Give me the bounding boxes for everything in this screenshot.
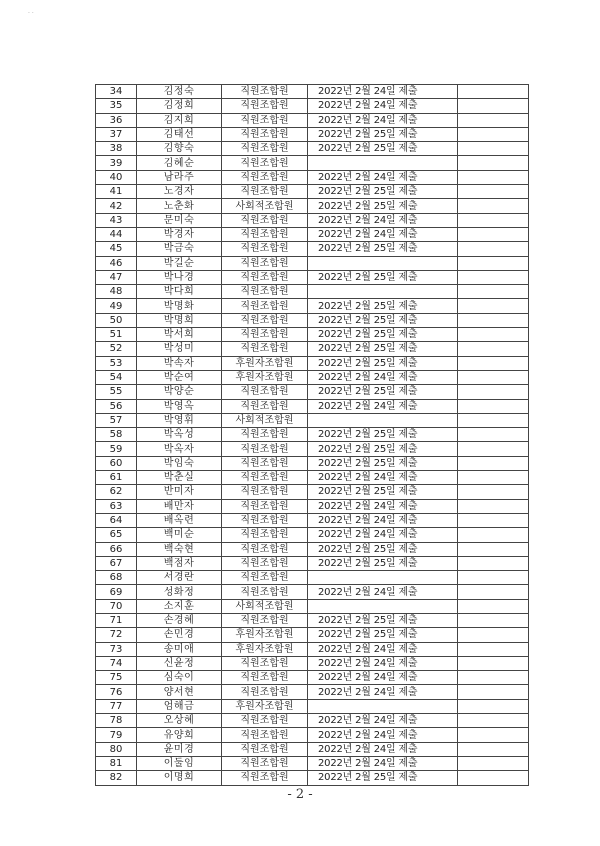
submission-status: 2022년 2월 24일 제출 bbox=[308, 471, 458, 485]
member-type: 직원조합원 bbox=[222, 585, 308, 599]
member-type: 후원자조합원 bbox=[222, 356, 308, 370]
blank-cell bbox=[458, 613, 529, 627]
row-number: 78 bbox=[96, 714, 137, 728]
submission-status: 2022년 2월 24일 제출 bbox=[308, 671, 458, 685]
submission-status: 2022년 2월 25일 제출 bbox=[308, 242, 458, 256]
row-number: 73 bbox=[96, 642, 137, 656]
submission-status bbox=[308, 571, 458, 585]
row-number: 58 bbox=[96, 428, 137, 442]
row-number: 45 bbox=[96, 242, 137, 256]
member-name: 박명희 bbox=[137, 313, 222, 327]
submission-status bbox=[308, 156, 458, 170]
row-number: 62 bbox=[96, 485, 137, 499]
row-number: 75 bbox=[96, 671, 137, 685]
table-row bbox=[96, 742, 529, 756]
blank-cell bbox=[458, 756, 529, 770]
blank-cell bbox=[458, 399, 529, 413]
member-name: 성화정 bbox=[137, 585, 222, 599]
row-number: 74 bbox=[96, 656, 137, 670]
submission-status: 2022년 2월 25일 제출 bbox=[308, 385, 458, 399]
blank-cell bbox=[458, 571, 529, 585]
row-number: 57 bbox=[96, 413, 137, 427]
member-type: 직원조합원 bbox=[222, 513, 308, 527]
row-number: 63 bbox=[96, 499, 137, 513]
member-type: 직원조합원 bbox=[222, 127, 308, 141]
table-row bbox=[96, 599, 529, 613]
blank-cell bbox=[458, 127, 529, 141]
blank-cell bbox=[458, 285, 529, 299]
table-row bbox=[96, 399, 529, 413]
submission-status: 2022년 2월 25일 제출 bbox=[308, 127, 458, 141]
table-row bbox=[96, 628, 529, 642]
member-name: 남라주 bbox=[137, 170, 222, 184]
blank-cell bbox=[458, 728, 529, 742]
member-type: 직원조합원 bbox=[222, 113, 308, 127]
member-type: 후원자조합원 bbox=[222, 370, 308, 384]
row-number: 61 bbox=[96, 471, 137, 485]
member-name: 박명화 bbox=[137, 299, 222, 313]
member-type: 직원조합원 bbox=[222, 485, 308, 499]
blank-cell bbox=[458, 170, 529, 184]
blank-cell bbox=[458, 642, 529, 656]
submission-status: 2022년 2월 24일 제출 bbox=[308, 685, 458, 699]
member-name: 김정희 bbox=[137, 99, 222, 113]
submission-status: 2022년 2월 24일 제출 bbox=[308, 370, 458, 384]
member-type: 직원조합원 bbox=[222, 227, 308, 241]
row-number: 47 bbox=[96, 270, 137, 284]
submission-status: 2022년 2월 25일 제출 bbox=[308, 185, 458, 199]
submission-status: 2022년 2월 25일 제출 bbox=[308, 456, 458, 470]
blank-cell bbox=[458, 714, 529, 728]
member-name: 노춘화 bbox=[137, 199, 222, 213]
row-number: 79 bbox=[96, 728, 137, 742]
table-row bbox=[96, 485, 529, 499]
row-number: 43 bbox=[96, 213, 137, 227]
member-type: 직원조합원 bbox=[222, 556, 308, 570]
table-row bbox=[96, 771, 529, 785]
submission-status: 2022년 2월 24일 제출 bbox=[308, 728, 458, 742]
submission-status: 2022년 2월 24일 제출 bbox=[308, 756, 458, 770]
member-roster-body bbox=[96, 85, 529, 786]
table-row bbox=[96, 342, 529, 356]
table-row bbox=[96, 313, 529, 327]
row-number: 46 bbox=[96, 256, 137, 270]
blank-cell bbox=[458, 485, 529, 499]
row-number: 48 bbox=[96, 285, 137, 299]
blank-cell bbox=[458, 356, 529, 370]
table-row bbox=[96, 185, 529, 199]
submission-status: 2022년 2월 25일 제출 bbox=[308, 613, 458, 627]
submission-status bbox=[308, 285, 458, 299]
member-name: 박금숙 bbox=[137, 242, 222, 256]
member-name: 박임숙 bbox=[137, 456, 222, 470]
submission-status: 2022년 2월 25일 제출 bbox=[308, 270, 458, 284]
submission-status: 2022년 2월 24일 제출 bbox=[308, 213, 458, 227]
member-name: 심숙이 bbox=[137, 671, 222, 685]
member-name: 박나경 bbox=[137, 270, 222, 284]
blank-cell bbox=[458, 628, 529, 642]
table-row bbox=[96, 99, 529, 113]
blank-cell bbox=[458, 513, 529, 527]
table-row bbox=[96, 227, 529, 241]
blank-cell bbox=[458, 771, 529, 785]
member-name: 노경자 bbox=[137, 185, 222, 199]
submission-status: 2022년 2월 25일 제출 bbox=[308, 356, 458, 370]
member-name: 반미자 bbox=[137, 485, 222, 499]
member-type: 직원조합원 bbox=[222, 285, 308, 299]
member-name: 박옥자 bbox=[137, 442, 222, 456]
member-name: 김혜순 bbox=[137, 156, 222, 170]
member-name: 양서현 bbox=[137, 685, 222, 699]
submission-status bbox=[308, 699, 458, 713]
table-row bbox=[96, 756, 529, 770]
blank-cell bbox=[458, 385, 529, 399]
blank-cell bbox=[458, 528, 529, 542]
row-number: 37 bbox=[96, 127, 137, 141]
table-row bbox=[96, 471, 529, 485]
row-number: 38 bbox=[96, 142, 137, 156]
blank-cell bbox=[458, 442, 529, 456]
blank-cell bbox=[458, 113, 529, 127]
row-number: 56 bbox=[96, 399, 137, 413]
member-name: 박양순 bbox=[137, 385, 222, 399]
member-name: 오상혜 bbox=[137, 714, 222, 728]
member-name: 김태선 bbox=[137, 127, 222, 141]
member-type: 후원자조합원 bbox=[222, 628, 308, 642]
row-number: 34 bbox=[96, 85, 137, 99]
blank-cell bbox=[458, 428, 529, 442]
table-row bbox=[96, 256, 529, 270]
row-number: 69 bbox=[96, 585, 137, 599]
member-name: 윤미경 bbox=[137, 742, 222, 756]
table-row bbox=[96, 270, 529, 284]
submission-status: 2022년 2월 24일 제출 bbox=[308, 742, 458, 756]
member-name: 박순여 bbox=[137, 370, 222, 384]
member-type: 직원조합원 bbox=[222, 142, 308, 156]
row-number: 40 bbox=[96, 170, 137, 184]
submission-status: 2022년 2월 25일 제출 bbox=[308, 328, 458, 342]
table-row bbox=[96, 685, 529, 699]
blank-cell bbox=[458, 499, 529, 513]
submission-status: 2022년 2월 25일 제출 bbox=[308, 628, 458, 642]
table-row bbox=[96, 385, 529, 399]
row-number: 72 bbox=[96, 628, 137, 642]
member-type: 직원조합원 bbox=[222, 714, 308, 728]
row-number: 50 bbox=[96, 313, 137, 327]
member-type: 직원조합원 bbox=[222, 671, 308, 685]
submission-status: 2022년 2월 24일 제출 bbox=[308, 113, 458, 127]
member-type: 직원조합원 bbox=[222, 456, 308, 470]
member-name: 서경란 bbox=[137, 571, 222, 585]
row-number: 71 bbox=[96, 613, 137, 627]
row-number: 65 bbox=[96, 528, 137, 542]
blank-cell bbox=[458, 85, 529, 99]
table-row bbox=[96, 328, 529, 342]
row-number: 42 bbox=[96, 199, 137, 213]
member-name: 박경자 bbox=[137, 227, 222, 241]
row-number: 64 bbox=[96, 513, 137, 527]
submission-status: 2022년 2월 25일 제출 bbox=[308, 542, 458, 556]
submission-status bbox=[308, 413, 458, 427]
member-name: 박길순 bbox=[137, 256, 222, 270]
member-type: 직원조합원 bbox=[222, 756, 308, 770]
blank-cell bbox=[458, 299, 529, 313]
member-name: 김지희 bbox=[137, 113, 222, 127]
table-row bbox=[96, 156, 529, 170]
scan-specks: · · bbox=[28, 10, 34, 17]
member-name: 유양희 bbox=[137, 728, 222, 742]
member-name: 손경혜 bbox=[137, 613, 222, 627]
table-row bbox=[96, 728, 529, 742]
table-row bbox=[96, 299, 529, 313]
table-row bbox=[96, 714, 529, 728]
blank-cell bbox=[458, 227, 529, 241]
row-number: 67 bbox=[96, 556, 137, 570]
member-type: 직원조합원 bbox=[222, 328, 308, 342]
blank-cell bbox=[458, 142, 529, 156]
submission-status: 2022년 2월 24일 제출 bbox=[308, 99, 458, 113]
member-name: 백미순 bbox=[137, 528, 222, 542]
table-row bbox=[96, 613, 529, 627]
row-number: 76 bbox=[96, 685, 137, 699]
blank-cell bbox=[458, 471, 529, 485]
row-number: 35 bbox=[96, 99, 137, 113]
table-row bbox=[96, 556, 529, 570]
table-row bbox=[96, 528, 529, 542]
member-type: 직원조합원 bbox=[222, 685, 308, 699]
row-number: 51 bbox=[96, 328, 137, 342]
member-type: 직원조합원 bbox=[222, 270, 308, 284]
blank-cell bbox=[458, 656, 529, 670]
blank-cell bbox=[458, 242, 529, 256]
blank-cell bbox=[458, 599, 529, 613]
blank-cell bbox=[458, 328, 529, 342]
row-number: 39 bbox=[96, 156, 137, 170]
member-type: 직원조합원 bbox=[222, 542, 308, 556]
submission-status: 2022년 2월 24일 제출 bbox=[308, 585, 458, 599]
member-type: 직원조합원 bbox=[222, 242, 308, 256]
row-number: 66 bbox=[96, 542, 137, 556]
table-row bbox=[96, 513, 529, 527]
row-number: 77 bbox=[96, 699, 137, 713]
member-name: 박영휘 bbox=[137, 413, 222, 427]
member-type: 직원조합원 bbox=[222, 428, 308, 442]
table-row bbox=[96, 113, 529, 127]
blank-cell bbox=[458, 556, 529, 570]
member-name: 소지훈 bbox=[137, 599, 222, 613]
member-name: 배만자 bbox=[137, 499, 222, 513]
member-type: 직원조합원 bbox=[222, 342, 308, 356]
table-row bbox=[96, 85, 529, 99]
table-row bbox=[96, 499, 529, 513]
page-number: - 2 - bbox=[287, 787, 313, 802]
member-type: 직원조합원 bbox=[222, 742, 308, 756]
blank-cell bbox=[458, 270, 529, 284]
blank-cell bbox=[458, 671, 529, 685]
member-name: 박춘실 bbox=[137, 471, 222, 485]
submission-status: 2022년 2월 24일 제출 bbox=[308, 399, 458, 413]
member-name: 송미애 bbox=[137, 642, 222, 656]
row-number: 41 bbox=[96, 185, 137, 199]
table-row bbox=[96, 671, 529, 685]
submission-status: 2022년 2월 25일 제출 bbox=[308, 442, 458, 456]
member-name: 박성미 bbox=[137, 342, 222, 356]
member-type: 직원조합원 bbox=[222, 613, 308, 627]
row-number: 68 bbox=[96, 571, 137, 585]
member-name: 박영옥 bbox=[137, 399, 222, 413]
member-type: 직원조합원 bbox=[222, 313, 308, 327]
member-type: 직원조합원 bbox=[222, 399, 308, 413]
member-type: 직원조합원 bbox=[222, 85, 308, 99]
member-roster-table bbox=[95, 84, 529, 786]
table-row bbox=[96, 199, 529, 213]
member-name: 엄해금 bbox=[137, 699, 222, 713]
member-type: 직원조합원 bbox=[222, 499, 308, 513]
member-type: 직원조합원 bbox=[222, 385, 308, 399]
member-name: 문미숙 bbox=[137, 213, 222, 227]
table-row bbox=[96, 542, 529, 556]
table-row bbox=[96, 571, 529, 585]
member-name: 이명희 bbox=[137, 771, 222, 785]
blank-cell bbox=[458, 156, 529, 170]
row-number: 59 bbox=[96, 442, 137, 456]
submission-status: 2022년 2월 25일 제출 bbox=[308, 556, 458, 570]
table-row bbox=[96, 356, 529, 370]
submission-status bbox=[308, 256, 458, 270]
member-name: 신윤정 bbox=[137, 656, 222, 670]
row-number: 82 bbox=[96, 771, 137, 785]
blank-cell bbox=[458, 313, 529, 327]
submission-status: 2022년 2월 24일 제출 bbox=[308, 656, 458, 670]
member-type: 직원조합원 bbox=[222, 771, 308, 785]
submission-status: 2022년 2월 25일 제출 bbox=[308, 142, 458, 156]
table-row bbox=[96, 442, 529, 456]
blank-cell bbox=[458, 699, 529, 713]
submission-status: 2022년 2월 24일 제출 bbox=[308, 528, 458, 542]
member-type: 직원조합원 bbox=[222, 571, 308, 585]
row-number: 52 bbox=[96, 342, 137, 356]
row-number: 81 bbox=[96, 756, 137, 770]
blank-cell bbox=[458, 99, 529, 113]
member-type: 직원조합원 bbox=[222, 442, 308, 456]
submission-status: 2022년 2월 25일 제출 bbox=[308, 485, 458, 499]
member-type: 직원조합원 bbox=[222, 185, 308, 199]
blank-cell bbox=[458, 456, 529, 470]
table-row bbox=[96, 413, 529, 427]
table-row bbox=[96, 428, 529, 442]
blank-cell bbox=[458, 370, 529, 384]
submission-status: 2022년 2월 24일 제출 bbox=[308, 642, 458, 656]
member-type: 직원조합원 bbox=[222, 99, 308, 113]
blank-cell bbox=[458, 256, 529, 270]
member-name: 백점자 bbox=[137, 556, 222, 570]
row-number: 36 bbox=[96, 113, 137, 127]
blank-cell bbox=[458, 185, 529, 199]
member-type: 직원조합원 bbox=[222, 528, 308, 542]
member-type: 직원조합원 bbox=[222, 256, 308, 270]
submission-status: 2022년 2월 24일 제출 bbox=[308, 170, 458, 184]
blank-cell bbox=[458, 585, 529, 599]
submission-status: 2022년 2월 24일 제출 bbox=[308, 513, 458, 527]
member-name: 박서희 bbox=[137, 328, 222, 342]
row-number: 53 bbox=[96, 356, 137, 370]
member-name: 백숙현 bbox=[137, 542, 222, 556]
row-number: 44 bbox=[96, 227, 137, 241]
blank-cell bbox=[458, 413, 529, 427]
table-row bbox=[96, 585, 529, 599]
table-row bbox=[96, 213, 529, 227]
row-number: 54 bbox=[96, 370, 137, 384]
member-type: 직원조합원 bbox=[222, 299, 308, 313]
blank-cell bbox=[458, 213, 529, 227]
table-row bbox=[96, 456, 529, 470]
member-type: 직원조합원 bbox=[222, 170, 308, 184]
member-type: 직원조합원 bbox=[222, 656, 308, 670]
submission-status: 2022년 2월 24일 제출 bbox=[308, 714, 458, 728]
submission-status: 2022년 2월 25일 제출 bbox=[308, 299, 458, 313]
row-number: 60 bbox=[96, 456, 137, 470]
member-name: 배옥련 bbox=[137, 513, 222, 527]
blank-cell bbox=[458, 542, 529, 556]
table-row bbox=[96, 656, 529, 670]
submission-status bbox=[308, 599, 458, 613]
submission-status: 2022년 2월 25일 제출 bbox=[308, 771, 458, 785]
row-number: 70 bbox=[96, 599, 137, 613]
blank-cell bbox=[458, 199, 529, 213]
member-name: 박옥성 bbox=[137, 428, 222, 442]
submission-status: 2022년 2월 25일 제출 bbox=[308, 428, 458, 442]
row-number: 49 bbox=[96, 299, 137, 313]
member-type: 후원자조합원 bbox=[222, 699, 308, 713]
blank-cell bbox=[458, 742, 529, 756]
submission-status: 2022년 2월 24일 제출 bbox=[308, 85, 458, 99]
submission-status: 2022년 2월 24일 제출 bbox=[308, 227, 458, 241]
submission-status: 2022년 2월 25일 제출 bbox=[308, 313, 458, 327]
table-row bbox=[96, 142, 529, 156]
table-row bbox=[96, 642, 529, 656]
member-name: 이둘임 bbox=[137, 756, 222, 770]
member-name: 김향숙 bbox=[137, 142, 222, 156]
member-type: 직원조합원 bbox=[222, 471, 308, 485]
member-name: 박속자 bbox=[137, 356, 222, 370]
table-row bbox=[96, 170, 529, 184]
row-number: 55 bbox=[96, 385, 137, 399]
blank-cell bbox=[458, 685, 529, 699]
table-row bbox=[96, 242, 529, 256]
table-row bbox=[96, 285, 529, 299]
member-type: 직원조합원 bbox=[222, 156, 308, 170]
table-row bbox=[96, 370, 529, 384]
table-row bbox=[96, 699, 529, 713]
member-type: 사회적조합원 bbox=[222, 599, 308, 613]
member-type: 직원조합원 bbox=[222, 728, 308, 742]
blank-cell bbox=[458, 342, 529, 356]
member-name: 박다희 bbox=[137, 285, 222, 299]
member-type: 사회적조합원 bbox=[222, 199, 308, 213]
submission-status: 2022년 2월 24일 제출 bbox=[308, 499, 458, 513]
submission-status: 2022년 2월 25일 제출 bbox=[308, 342, 458, 356]
member-type: 직원조합원 bbox=[222, 213, 308, 227]
table-row bbox=[96, 127, 529, 141]
row-number: 80 bbox=[96, 742, 137, 756]
member-name: 손민경 bbox=[137, 628, 222, 642]
member-type: 사회적조합원 bbox=[222, 413, 308, 427]
submission-status: 2022년 2월 25일 제출 bbox=[308, 199, 458, 213]
member-type: 후원자조합원 bbox=[222, 642, 308, 656]
member-name: 김정숙 bbox=[137, 85, 222, 99]
